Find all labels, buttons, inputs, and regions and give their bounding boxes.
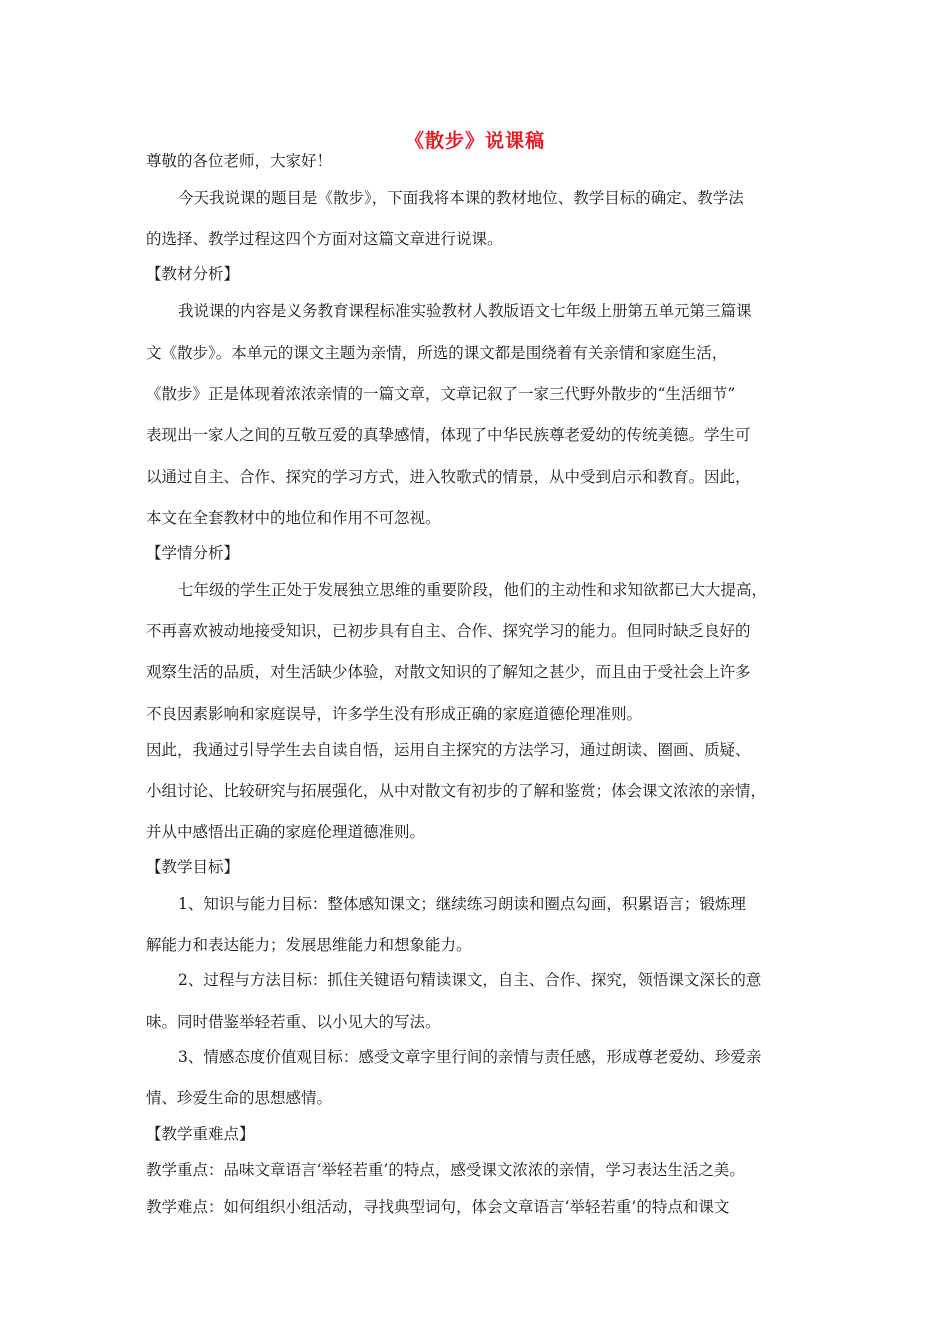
paragraph-line: 不再喜欢被动地接受知识，已初步具有自主、合作、探究学习的能力。但同时缺乏良好的 bbox=[146, 622, 751, 640]
goal-line: 1、知识与能力目标：整体感知课文；继续练习朗读和圈点勾画，积累语言；锻炼理 bbox=[178, 895, 746, 913]
section-heading: 【教材分析】 bbox=[146, 265, 240, 283]
paragraph-line: 因此，我通过引导学生去自读自悟，运用自主探究的方法学习，通过朗读、圈画、质疑、 bbox=[146, 741, 751, 759]
paragraph-line: 以通过自主、合作、探究的学习方式，进入牧歌式的情景，从中受到启示和教育。因此， bbox=[146, 468, 751, 486]
key-point-line: 教学重点：品味文章语言‘举轻若重’的特点，感受课文浓浓的亲情，学习表达生活之美。 bbox=[146, 1161, 745, 1179]
goal-line: 3、情感态度价值观目标：感受文章字里行间的亲情与责任感，形成尊老爱幼、珍爱亲 bbox=[178, 1048, 762, 1066]
paragraph-line: 本文在全套教材中的地位和作用不可忽视。 bbox=[146, 509, 441, 527]
section-heading: 【教学重难点】 bbox=[146, 1125, 255, 1143]
paragraph-line: 小组讨论、比较研究与拓展强化，从中对散文有初步的了解和鉴赏；体会课文浓浓的亲情， bbox=[146, 782, 767, 800]
paragraph-line: 不良因素影响和家庭误导，许多学生没有形成正确的家庭道德伦理准则。 bbox=[146, 705, 643, 723]
paragraph-line: 并从中感悟出正确的家庭伦理道德准则。 bbox=[146, 823, 426, 841]
paragraph-line: 文《散步》。本单元的课文主题为亲情，所选的课文都是围绕着有关亲情和家庭生活， bbox=[146, 344, 728, 362]
goal-line: 味。同时借鉴举轻若重、以小见大的写法。 bbox=[146, 1013, 441, 1031]
paragraph-line: 表现出一家人之间的互敬互爱的真挚感情，体现了中华民族尊老爱幼的传统美德。学生可 bbox=[146, 426, 751, 444]
paragraph-line: 今天我说课的题目是《散步》，下面我将本课的教材地位、教学目标的确定、教学法 bbox=[178, 189, 744, 207]
paragraph-line: 《散步》正是体现着浓浓亲情的一篇文章，文章记叙了一家三代野外散步的“生活细节” bbox=[146, 385, 736, 403]
goal-line: 解能力和表达能力；发展思维能力和想象能力。 bbox=[146, 936, 472, 954]
section-heading: 【教学目标】 bbox=[146, 858, 240, 876]
difficulty-line: 教学难点：如何组织小组活动，寻找典型词句，体会文章语言‘举轻若重’的特点和课文 bbox=[146, 1198, 730, 1216]
goal-line: 2、过程与方法目标：抓住关键语句精读课文，自主、合作、探究，领悟课文深长的意 bbox=[178, 971, 762, 989]
paragraph-line: 的选择、教学过程这四个方面对这篇文章进行说课。 bbox=[146, 230, 503, 248]
section-heading: 【学情分析】 bbox=[146, 544, 240, 562]
paragraph-line: 七年级的学生正处于发展独立思维的重要阶段，他们的主动性和求知欲都已大大提高， bbox=[178, 581, 768, 599]
document-title: 《散步》说课稿 bbox=[404, 130, 545, 152]
paragraph-line: 我说课的内容是义务教育课程标准实验教材人教版语文七年级上册第五单元第三篇课 bbox=[178, 302, 752, 320]
greeting-line: 尊敬的各位老师，大家好！ bbox=[146, 152, 333, 170]
paragraph-line: 观察生活的品质，对生活缺少体验，对散文知识的了解知之甚少，而且由于受社会上许多 bbox=[146, 663, 751, 681]
goal-line: 情、珍爱生命的思想感情。 bbox=[146, 1089, 333, 1107]
